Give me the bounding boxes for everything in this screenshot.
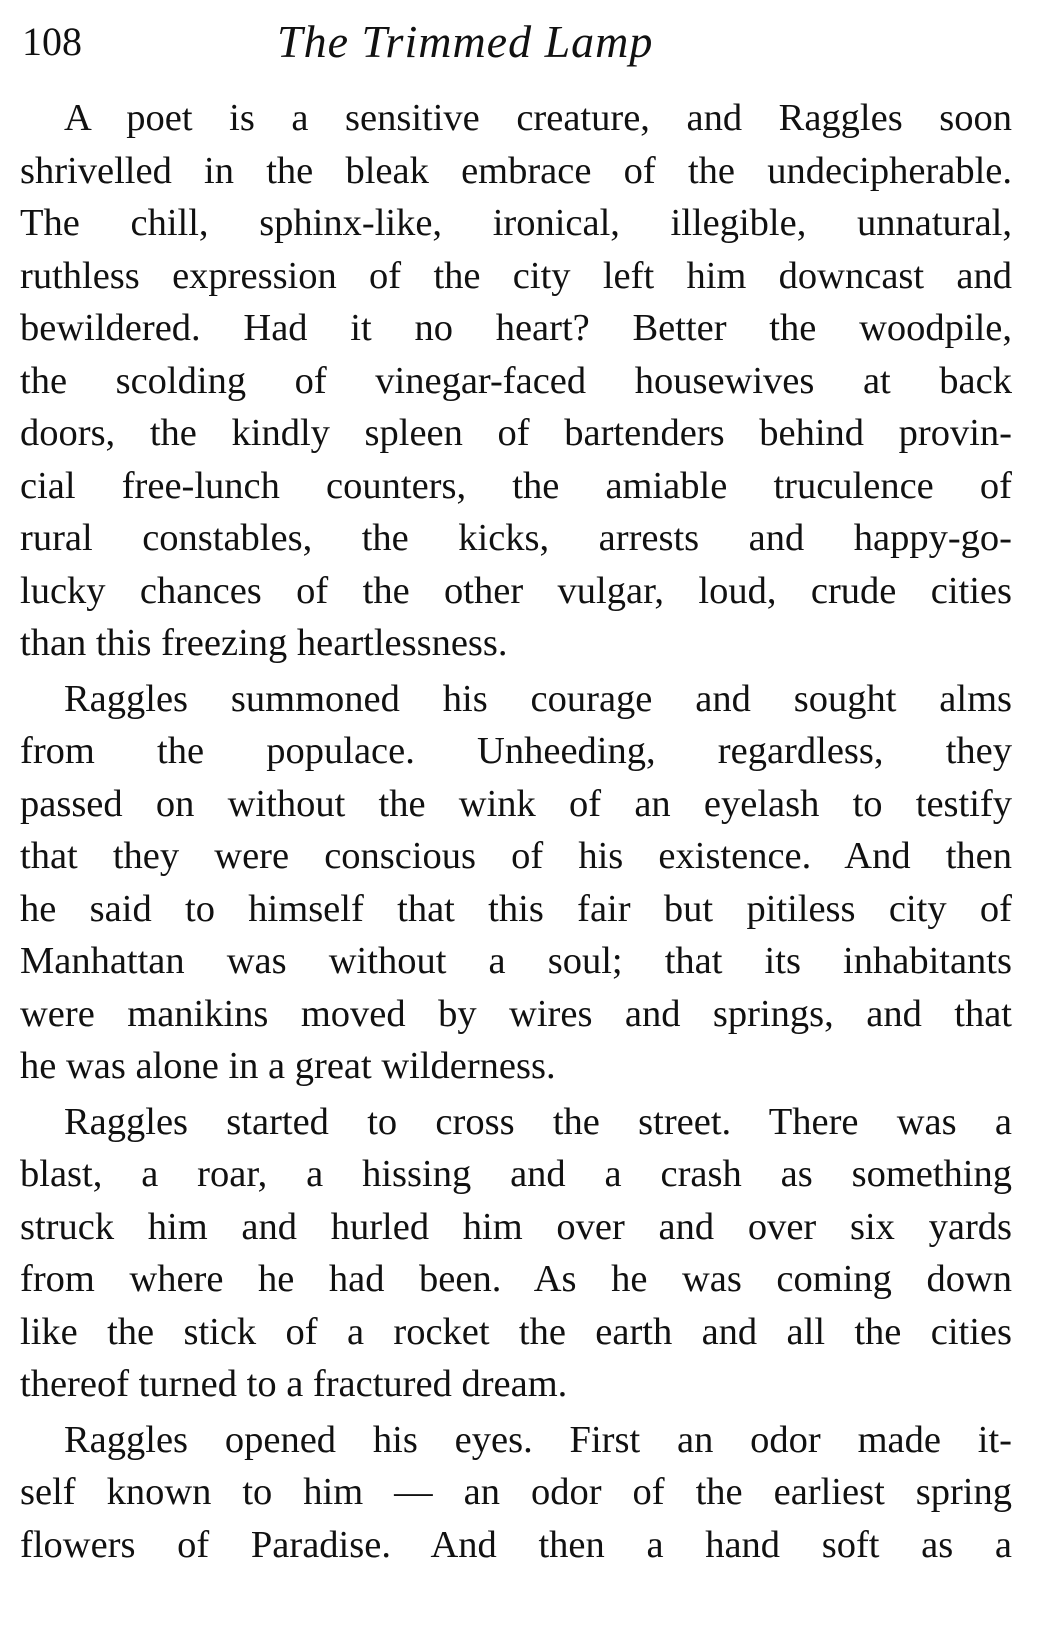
text-line: Manhattan was without a soul; that its inhabitants: [20, 940, 1012, 982]
text-line: he said to himself that this fair but pitiless city of: [20, 887, 1012, 930]
text-line: flowers of Paradise. And then a hand soft as a: [20, 1523, 1012, 1566]
text-line: from where he had been. As he was coming down: [20, 1258, 1012, 1300]
body-text: [20, 92, 1012, 1574]
text-line: The chill, sphinx-like, ironical, illegible, unnatural,: [20, 202, 1012, 244]
paragraph: [20, 673, 1012, 1093]
text-line: self known to him — an odor of the earliest spring: [20, 1471, 1012, 1513]
text-line: ruthless expression of the city left him downcast and: [20, 254, 1012, 297]
text-line: cial free-lunch counters, the amiable truculence of: [20, 464, 1012, 507]
running-title: The Trimmed Lamp: [277, 16, 654, 67]
text-line: Raggles started to cross the street. There was a: [64, 1100, 1012, 1143]
text-line: like the stick of a rocket the earth and all the cities: [20, 1310, 1012, 1353]
text-line: he was alone in a great wilderness.: [20, 1045, 556, 1087]
text-line: that they were conscious of his existence. And then: [20, 835, 1012, 877]
text-line: passed on without the wink of an eyelash to testify: [20, 782, 1012, 825]
running-head: [22, 14, 1016, 74]
text-line: bewildered. Had it no heart? Better the woodpile,: [20, 307, 1012, 349]
text-line: thereof turned to a fractured dream.: [20, 1363, 568, 1405]
text-line: A poet is a sensitive creature, and Raggles soon: [64, 97, 1012, 139]
page-number: 108: [22, 19, 82, 64]
paragraph: [20, 92, 1012, 670]
text-line: struck him and hurled him over and over six yards: [20, 1205, 1012, 1248]
text-line: lucky chances of the other vulgar, loud, crude cities: [20, 569, 1012, 612]
text-line: were manikins moved by wires and springs, and that: [20, 992, 1012, 1035]
paragraph: [20, 1414, 1012, 1572]
text-line: doors, the kindly spleen of bartenders behind provin-: [20, 412, 1012, 454]
paragraph: [20, 1096, 1012, 1411]
text-line: the scolding of vinegar-faced housewives at back: [20, 359, 1012, 402]
text-line: Raggles opened his eyes. First an odor made it-: [64, 1418, 1012, 1461]
text-line: shrivelled in the bleak embrace of the undecipherable.: [20, 149, 1012, 192]
text-line: Raggles summoned his courage and sought alms: [64, 677, 1012, 720]
text-line: from the populace. Unheeding, regardless, they: [20, 730, 1012, 772]
text-line: than this freezing heartlessness.: [20, 622, 508, 664]
text-line: blast, a roar, a hissing and a crash as something: [20, 1153, 1012, 1195]
text-line: rural constables, the kicks, arrests and happy-go-: [20, 517, 1012, 559]
